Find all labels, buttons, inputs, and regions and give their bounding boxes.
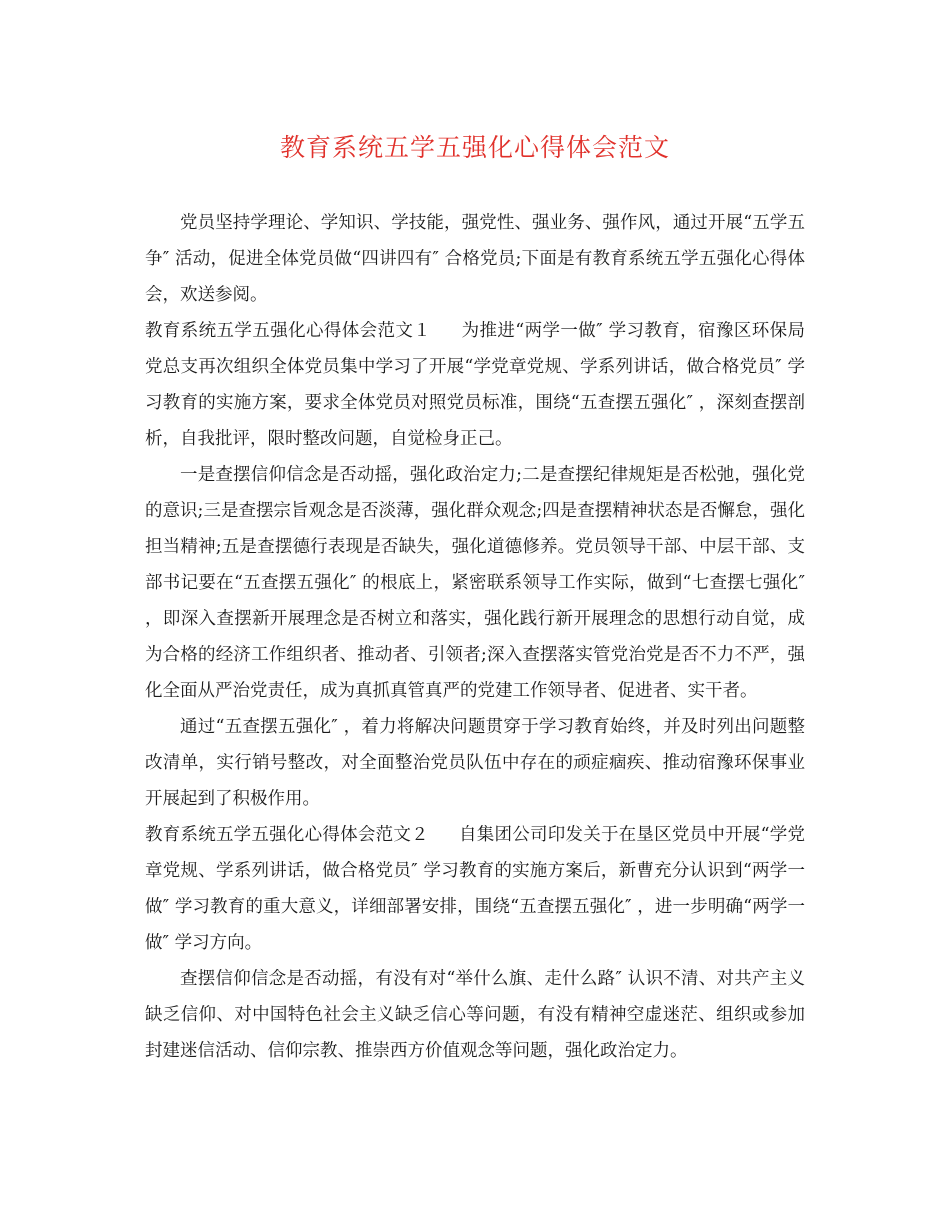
- section-2-lead-text: 自集团公司印发关于在垦区党员中开展“学党章党规、学系列讲话，做合格党员″ 学习教育的实施方案后，新曹充分认识到“两学一做″ 学习教育的重大意义，详细部署安排，围绕“五查摆五强化″ ，进一步明确“两学一做″ 学习方向。: [145, 825, 806, 953]
- section-2: [145, 817, 805, 961]
- paragraph-intro: 党员坚持学理论、学知识、学技能，强党性、强业务、强作风，通过开展“五学五争″ 活动，促进全体党员做“四讲四有″ 合格党员;下面是有教育系统五学五强化心得体会，欢送参阅。: [145, 213, 805, 305]
- section-1: [145, 313, 805, 457]
- document-body: [145, 205, 805, 1069]
- section-2-heading: 教育系统五学五强化心得体会范文２: [145, 825, 429, 845]
- section-1-lead-text: 为推进“两学一做″ 学习教育，宿豫区环保局党总支再次组织全体党员集中学习了开展“学党章党规、学系列讲话，做合格党员″ 学习教育的实施方案，要求全体党员对照党员标准，围绕“五查摆五强化″ ，深刻查摆剖析，自我批评，限时整改问题，自觉检身正己。: [145, 321, 805, 449]
- document-title: 教育系统五学五强化心得体会范文: [279, 133, 670, 162]
- section-1-heading: 教育系统五学五强化心得体会范文１: [145, 321, 432, 341]
- paragraph-belief-check: 查摆信仰信念是否动摇，有没有对“举什么旗、走什么路″ 认识不清、对共产主义缺乏信仰、对中国特色社会主义缺乏信心等问题，有没有精神空虚迷茫、组织或参加封建迷信活动、信仰宗教、推崇西方价值观念等问题，强化政治定力。: [145, 969, 805, 1061]
- paragraph-five-checks: 一是查摆信仰信念是否动摇，强化政治定力;二是查摆纪律规矩是否松弛，强化党的意识;三是查摆宗旨观念是否淡薄，强化群众观念;四是查摆精神状态是否懈怠，强化担当精神;五是查摆德行表现是否缺失，强化道德修养。党员领导干部、中层干部、支部书记要在“五查摆五强化″ 的根底上，紧密联系领导工作实际，做到“七查摆七强化″ ，即深入查摆新开展理念是否树立和落实，强化践行新开展理念的思想行动自觉，成为合格的经济工作组织者、推动者、引领者;深入查摆落实管党治党是否不力不严，强化全面从严治党责任，成为真抓真管真严的党建工作领导者、促进者、实干者。: [145, 465, 805, 701]
- paragraph-outcome: 通过“五查摆五强化″ ，着力将解决问题贯穿于学习教育始终，并及时列出问题整改清单，实行销号整改，对全面整治党员队伍中存在的顽症痼疾、推动宿豫环保事业开展起到了积极作用。: [145, 717, 805, 809]
